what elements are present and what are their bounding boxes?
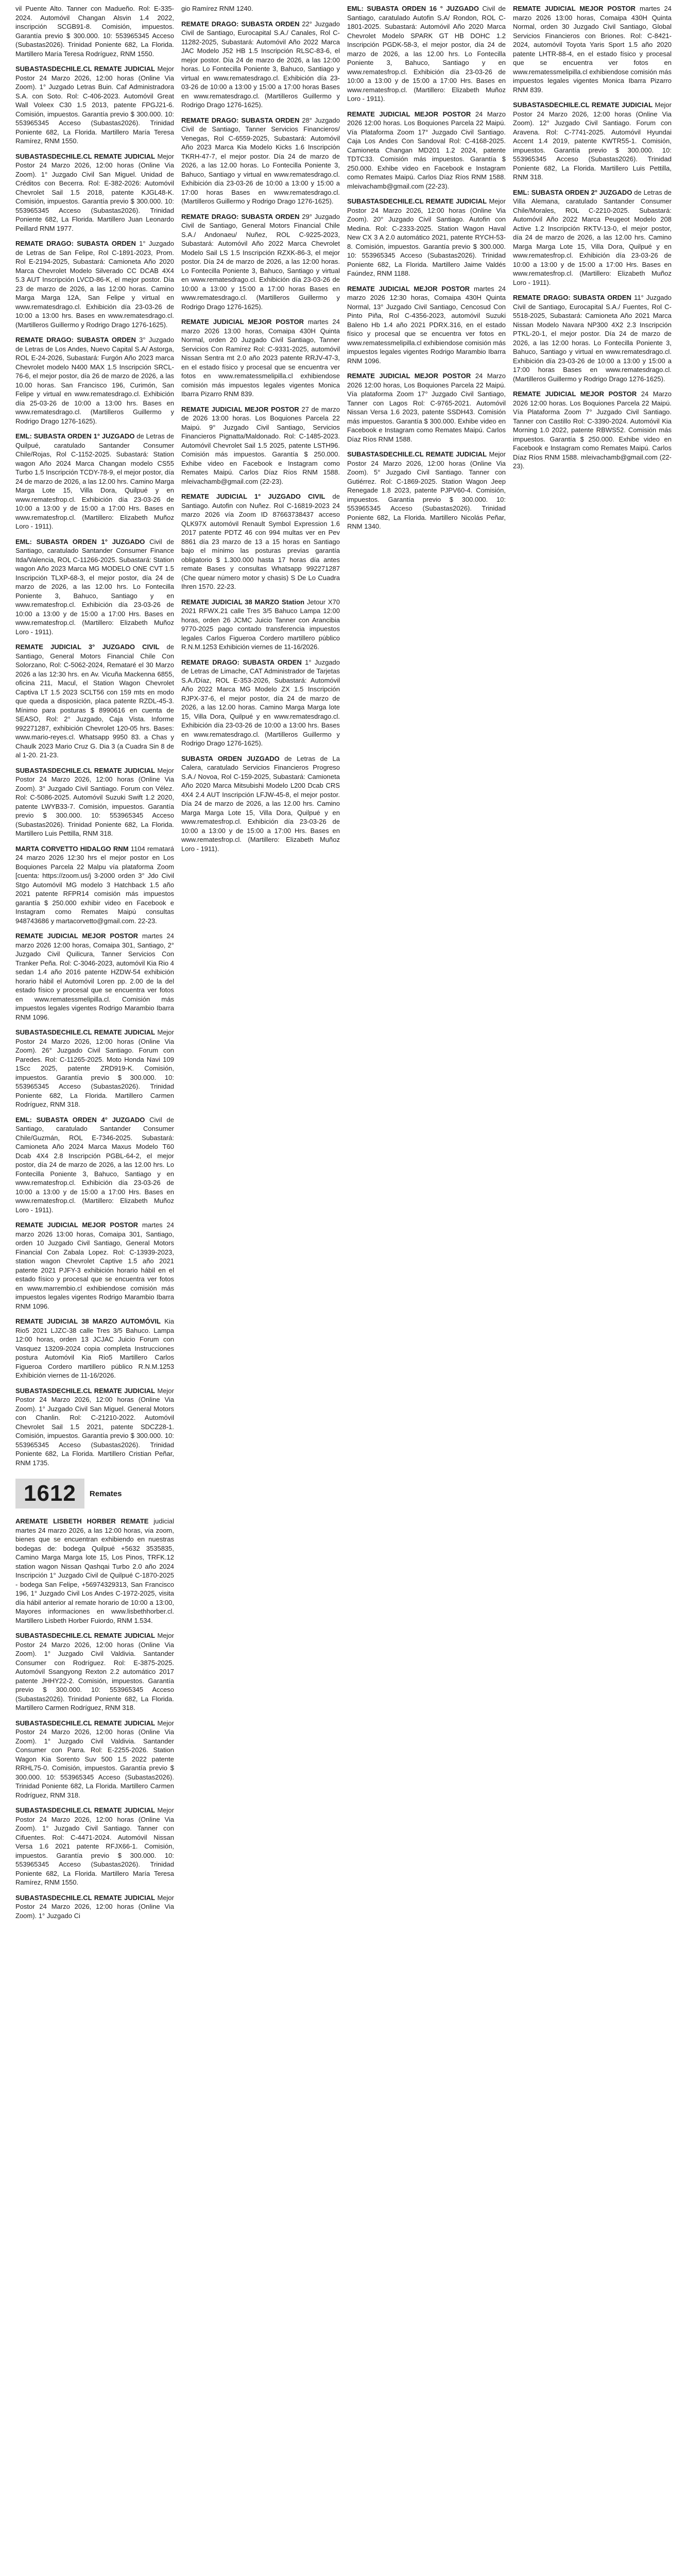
notice-heading: SUBASTASDECHILE.CL REMATE JUDICIAL	[15, 1028, 156, 1036]
notice-body: 1° Juzgado de Letras de San Felipe, Rol C-1891-2023, Prom. Rol E-2194-2025, Subastará: Camioneta Año 2020 Marca Chevrolet Modelo Silverado CC DCAB 4X4 5.3 AUT Inscripción LVCD-86-K, el mejor postor. Día 23 de marzo de 2026, a las 12:00 horas. Camino Marga Marga 12A, San Felipe y virtual en www.rematesdrago.cl. Exhibición día 23-03-26 de 10:00 a 13:00 hrs. Bases en www.rematesdrago.cl. (Martilleros Guillermo y Rodrigo Drago 1276-1625).	[15, 240, 174, 329]
columns-container	[15, 4, 672, 2576]
auction-notice	[513, 188, 672, 294]
auction-notice	[15, 1719, 174, 1806]
auction-notice	[513, 4, 672, 100]
auction-notice	[15, 844, 174, 932]
auction-notice	[181, 116, 340, 212]
auction-notice	[15, 239, 174, 335]
notice-heading: MARTA CORVETTO HIDALGO RNM	[15, 844, 129, 853]
notice-heading: REMATE JUDICIAL MEJOR POSTOR	[181, 405, 299, 413]
section-number: 1612	[15, 1479, 84, 1509]
notice-heading: REMATE DRAGO: SUBASTA ORDEN	[181, 212, 300, 221]
notice-heading: REMATE JUDICIAL MEJOR POSTOR	[15, 1221, 139, 1229]
auction-notice	[347, 4, 506, 110]
notice-heading: REMATE JUDICIAL MEJOR POSTOR	[513, 390, 637, 398]
auction-notice	[347, 450, 506, 537]
notice-body: 24 Marzo 2026 12:00 horas, Los Boquiones Parcela 22 Maipú. Vía plataforma Zoom 17° Juzgado Civil Santiago, Tanner con Lagos Rol: C-9765-2021. Automóvil Nissan Versa 1.6 2023, patente SSDH43. Comisión más impuestos. Garantía $ 300.000. Exhibe video en Facebook e Instagram como Remates Maipú. Carlos Díaz Ríos RNM 1588.	[347, 372, 506, 443]
notice-heading: REMATE JUDICIAL 1° JUZGADO CIVIL	[181, 493, 325, 500]
notice-body: 1° Juzgado de Letras de Limache, CAT Administrador de Tarjetas S.A./Díaz, ROL E-353-2026, Subastará: Automóvil Año 2022 Marca MG Modelo ZX 1.5 Inscripción RJPX-37-6, el mejor postor, día 24 de marzo de 2026, a las 12.00 horas. Camino Marga Marga lote 15, Villa Dora, Quilpué y en www.rematesdrago.cl. Exhibición día 23-03-26 de 10:00 a 13:00 hrs. Bases en www.rematesdrago.cl. (Martilleros Guillermo y Rodrigo Drago 1276-1625).	[181, 658, 340, 747]
notice-body: martes 24 marzo 2026 13:00 horas, Comaipa 430H Quinta Normal, orden 20 Juzgado Civil Santiago, Tanner Servicios Con Ramírez Rol: C-9331-2025, automóvil Nissan Sentra mt 2.0 año 2023 patente RRJV-47-3, en el estado físico y procesal que se encuentra ver fotos en www.rematessmelipilla.cl exhibiendose comisión más impuestos legales vigentes Monica Ibarra Pizarro RNM 839.	[181, 318, 340, 398]
auction-notice	[15, 335, 174, 432]
notice-heading: SUBASTASDECHILE.CL REMATE JUDICIAL	[15, 1719, 156, 1727]
notice-body: Mejor Postor 24 Marzo 2026, 12:00 horas (Online Via Zoom). 3° Juzgado Civil Santiago. Forum con Vélez. Rol: C-5086-2025. Automóvil Suzuki Swift 1.2 2020, patente LWYB33-7. Comisión, impuestos. Garantía previo $ 300.000. 10: 553965345 Acceso (Subastas2026). Trinidad Poniente 682, La Florida. Martillero Luis Pettilla, RNM 318.	[15, 766, 174, 837]
notice-heading: SUBASTASDECHILE.CL REMATE JUDICIAL	[15, 1632, 156, 1639]
notice-body: martes 24 marzo 2026 13:00 horas, Comaipa 301, Santiago, orden 10 Juzgado Civil Santiago, General Motors Financial Con Zabala Lopez. Rol: C-13939-2023, station wagon Chevrolet Captive 1.5 año 2021 patente 2021 PJFY-3 exhibición horario hábil en el estado físico y procesal que se encuentra ver fotos en www.marrembio.cl exhibiendose comisión más impuestos legales vigentes Rodrigo Marambio Ibarra RNM 1096.	[15, 1221, 174, 1310]
notice-body: 27 de marzo de 2026 13:00 horas. Los Boquiones Parcela 22 Maipú. 9° Juzgado Civil Santiago, Servicios Financieros Pignatta/Maldonado. Rol: C-1485-2023. Automóvil Chevrolet Sail 1.5 2025, patente LSTH96. Comisión más impuestos. Garantía $ 250.000. Exhibe video en Facebook e Instagram como Remates Maipú. Carlos Díaz Ríos RNM 1588. mleivachamb@gmail.com (22-23).	[181, 405, 340, 485]
auction-notice	[181, 754, 340, 860]
notice-body: Mejor Postor 24 Marzo 2026, 12:00 horas (Online Via Zoom). 1° Juzgado Civil Valdivia. Santander Consumer con Parra. Rol: E-2255-2026. Station Wagon Kia Sorento Suv 500 1.5 2022 patente RRHL75-0. Comisión, impuestos. Garantía previo $ 300.000. 10: 553965345 Acceso (Subastas2026). Trinidad Poniente 682, La Florida. Martillero Carmen Rodríguez, RNM 318.	[15, 1719, 174, 1799]
notice-body: de Letras de La Calera, caratulado Servicios Financieros Progreso S.A./ Novoa, Rol C-159-2025, Subastará: Camioneta Año 2020 Marca Mitsubishi Modelo L200 Dcab CRS 4X4 2.4 AUT Inscripción LFJW-45-8, el mejor postor. Día 24 de marzo de 2026, a las 12.00 hrs. Camino Marga Marga Lote 15, Villa Dora, Quilpué y en www.rematesfrop.cl. Exhibición día 23-03-26 de 10:00 a 13:00 y de 15:00 a 17:00 Hrs. Bases en www.rematesfrop.cl. (Martillero: Elizabeth Muñoz Loro - 1911).	[181, 754, 340, 853]
auction-notice	[15, 432, 174, 537]
notice-body: Mejor Postor 24 Marzo 2026, 12:00 horas (Online Via Zoom). 1° Juzgado Civil San Miguel. General Motors con Chanlin. Rol: C-21210-2022. Automóvil Chevrolet Sail 1.5 2021, patente SDCZ28-1. Comisión, impuestos. Garantía previo $ 300.000. 10: 553965345 Acceso (Subastas2026). Trinidad Poniente 682, La Florida. Martillero Cristian Peñar, RNM 1735.	[15, 1386, 174, 1467]
notice-body: Mejor Postor 24 Marzo 2026, 12:00 horas (Online Via Zoom). 1° Juzgado Civil Santiago. Tanner con Cifuentes. Rol: C-4471-2024. Automóvil Nissan Versa 1.6 2021 patente RFJX66-1. Comisión, impuestos. Garantía previo $ 300.000. 10: 553965345 Acceso (Subastas2026). Trinidad Poniente 682, La Florida. Martillero María Teresa Ramírez, RNM 1550.	[15, 1806, 174, 1886]
notice-body: de Santiago. Autofin con Nuñez. Rol C-16819-2023 24 marzo 2026 vía Zoom ID 87663738437 acceso QLK97X automóvil Renault Symbol Expression 1.6 2017 patente PDTZ 46 con 994 multas ver en Pev 8861 día 23 marzo de 13 a 15 horas en Santiago bajo el mínimo las posturas previas garantía obligatorio $ 1.300.000 hasta 17 horas día antes remate Bases y consultas Whatsapp 992271287 (Che quear número motor y chasis) S De Lo Cuadra Ihren 1570. 22-23.	[181, 493, 340, 590]
auction-notice	[15, 1806, 174, 1893]
auction-notice	[513, 293, 672, 389]
auction-notice	[15, 1028, 174, 1115]
notice-body: Mejor Postor 24 Marzo 2026, 12:00 horas (Online Via Zoom). 5° Juzgado Civil Santiago. Tanner con Gutiérrez. Rol: C-1869-2025. Station Wagon Jeep Renegade 1.8 2023, patente PJPV60-4. Comisión, impuestos. Garantía previo $ 300.000. 10: 553965345 Acceso (Subastas2026). Trinidad Poniente 682, La Florida. Martillero Nicolás Peñar, RNM 1340.	[347, 450, 506, 530]
notice-body: martes 24 marzo 2026 12:00 horas, Comaipa 301, Santiago, 2° Juzgado Civil Quilicura, Tanner Servicios Con Tranker Peña. Rol: C-3046-2023, automóvil Kia Rio 4 sedan 1.4 año 2016 patente HZDW-54 exhibición horario hábil el Automóvil Loren pp. 2.00 de la del estado físico y procesal que se encuentra ver fotos en www.rematessmelipilla.cl. Comisión más impuestos legales vigentes Rodrigo Marambio Ibarra RNM 1096.	[15, 932, 174, 1021]
notice-heading: SUBASTASDECHILE.CL REMATE JUDICIAL	[347, 197, 487, 205]
auction-notice	[15, 1115, 174, 1221]
auction-notice	[347, 284, 506, 372]
notice-body: Mejor Postor 24 Marzo 2026, 12:00 horas (Online Via Zoom). 20° Juzgado Civil Santiago. Autofin con Medina. Rol: C-2333-2025. Station Wagon Haval New CX 3 A 2.0 automático 2021, patente RYCH-53-8. Comisión, impuestos. Garantía previo $ 300.000. 10: 553965345 Acceso (Subastas2026). Trinidad Poniente 682, La Florida. Martillero Jaime Valdés Faúndez, RNM 1188.	[347, 197, 506, 277]
auction-notice	[15, 766, 174, 844]
notice-body: Mejor Postor 24 Marzo 2026, 12:00 horas (Online Via Zoom). 1° Juzgado Letras Buin. Caf Administradora S.A. con Soto. Rol: C-406-2023. Automóvil Great Wall Voleex C30 1.5 2013, patente FPGJ21-6. Comisión, impuestos. Garantía previo $ 300.000. 10: 553965345 Acceso (Subastas2026). Trinidad Poniente 682, La Florida. Martillero María Teresa Ramírez, RNM 1550.	[15, 65, 174, 145]
notice-body: martes 24 marzo 2026 12:30 horas, Comaipa 430H Quinta Normal, 13° Juzgado Civil Santiago, Cencosud Con Pinto Piña, Rol C-4356-2023, automóvil Suzuki Baleno Hb 1.4 año 2021 PDRX.316, en el estado físico y procesal que se encuentra ver fotos en www.rematessmelipilla.cl exhibiendose comisión más impuestos legales vigentes Rodrigo Marambio Ibarra RNM 1096.	[347, 284, 506, 365]
notice-heading: REMATE JUDICIAL MEJOR POSTOR	[347, 110, 471, 118]
notice-body: 22° Juzgado Civil de Santiago, Eurocapital S.A./ Canales, Rol C-11282-2025, Subastará: Automóvil Año 2022 Marca JAC Modelo J52 HB 1.5 Inscripción RLSC-83-6, el mejor postor. Día 24 de marzo de 2026, a las 12:00 horas. Lo Fontecilla Poniente 3, Bahuco, Santiago y virtual en www.rematesdrago.cl. Exhibición día 23-03-26 de 10:00 a 13:00 y 15:00 a 17:00 horas Bases en www.rematesdrago.cl. (Martilleros Guillermo y Rodrigo Drago 1276-1625).	[181, 20, 340, 109]
notice-heading: REMATE DRAGO: SUBASTA ORDEN	[15, 336, 136, 344]
notice-heading: REMATE DRAGO: SUBASTA ORDEN	[513, 294, 632, 301]
notice-heading: REMATE DRAGO: SUBASTA ORDEN	[181, 116, 300, 124]
auction-notice	[181, 20, 340, 116]
notice-heading: EML: SUBASTA ORDEN 1° JUZGADO	[15, 537, 145, 546]
notice-body: 28° Juzgado Civil de Santiago, Tanner Servicios Financieros/ Venegas, Rol C-6559-2025, Subastará: Automóvil Año 2023 Marca Kia Modelo Kicks 1.6 Inscripción TKRH-47-7, el mejor postor. Día 24 de marzo de 2026, a las 12.00 horas. Lo Fontecilla Poniente 3, Bahuco, Santiago y virtual en www.rematesdrago.cl. Exhibición día 23-03-26 de 10:00 a 13:00 y 15:00 a 17:00 horas Bases en www.rematesdrago.cl. (Martilleros Guillermo y Rodrigo Drago 1276-1625).	[181, 116, 340, 205]
column-4	[513, 4, 672, 2576]
auction-notice	[347, 110, 506, 197]
notice-heading: EML: SUBASTA ORDEN 2° JUZGADO	[513, 188, 632, 196]
notice-heading: REMATE JUDICIAL 38 MARZO Station	[181, 598, 305, 606]
notice-heading: SUBASTASDECHILE.CL REMATE JUDICIAL	[513, 101, 653, 109]
notice-body: de Santiago, General Motors Financial Chile Con Solorzano, Rol: C-5062-2024, Remataré el 30 Marzo 2026 a las 12:30 hrs. en Av. Vicuña Mackenna 6855, oficina 211, Macul, el Station Wagon Chevrolet Captiva LT 1.5 2023 SCLT56 con 159 mts en modo que queda a disposición, placa patente RZDL-45-3. Mínimo para posturas $ 8990616 en cuenta de SEASO, Rol: 2° Juzgado, Caja Vista. Informe 992271287, exhibición Chevrolet 120-05 hrs. Bases: www.mario-reyes.cl. Whatsapp 9950 83. a Chas y Chaulk 2023 Mario Cruz G. Dia 3 (a Cuadra Sin 8 de al 1-20. 21-23.	[15, 643, 174, 759]
auction-notice	[15, 642, 174, 766]
notice-body: vil Puente Alto. Tanner con Madueño. Rol: E-335-2024. Automóvil Changan Alsvin 1.4 2022, inscripción SCGB91-8. Comisión, impuestos. Garantía previo $ 300.000. 10: 553965345 Acceso (Subastas2026). Trinidad Poniente 682, La Florida. Martillero María Teresa Rodríguez, RNM 1550.	[15, 5, 174, 58]
notice-body: Kia Rio5 2021 LJZC-38 calle Tres 3/5 Bahuco. Lampa 12:00 horas, orden 13 JCJAC Juicio Forum con Vasquez 13209-2024 copia completa Instrucciones postura Automóvil Kia Rio5 Martillero Carlos Figueroa Cordero martillero público R.N.M.1253 Exhibición viernes de 11-16/2026.	[15, 1317, 174, 1379]
notice-heading: EML: SUBASTA ORDEN 16 ° JUZGADO	[347, 5, 479, 12]
auction-notice	[15, 1317, 174, 1386]
section-header	[15, 1479, 174, 1509]
notice-heading: REMATE JUDICIAL 3° JUZGADO CIVIL	[15, 643, 160, 651]
notice-body: 29° Juzgado Civil de Santiago, General Motors Financial Chile S.A./ Andonaeu/ Nuñez, ROL C-9225-2023, Subastará: Automóvil Año 2022 Marca Chevrolet Modelo Sail LS 1.5 Inscripción RZXK-86-3, el mejor postor. Día 24 de marzo de 2026, a las 12:00 horas. Lo Fontecilla Poniente 3, Bahuco, Santiago y virtual en www.rematesdrago.cl. Exhibición día 23-03-26 de 10:00 a 13:00 y 15:00 a 17:00 horas Bases en www.rematesdrago.cl. (Martilleros Guillermo y Rodrigo Drago 1276-1625).	[181, 212, 340, 311]
notice-heading: EML: SUBASTA ORDEN 1° JUZGADO	[15, 432, 135, 440]
notice-body: Civil de Santiago, caratulado Autofin S.A/ Rondon, ROL C-1801-2025. Subastará: Automóvil Año 2020 Marca Chevrolet Modelo SPARK GT HB DOHC 1.2 Inscripción PGDK-58-3, el mejor postor, día 24 de marzo de 2026, a las 12.00 hrs. Lo Fontecilla Poniente 3, Bahuco, Santiago y en www.rematesfrop.cl. Exhibición día 23-03-26 de 10:00 a 13:00 y de 15:00 a 17:00 Hrs. Bases en www.rematesfrop.cl. (Martillero: Elizabeth Muñoz Loro - 1911).	[347, 5, 506, 103]
notice-heading: SUBASTASDECHILE.CL REMATE JUDICIAL	[347, 450, 487, 458]
auction-notice	[181, 492, 340, 598]
notice-body: gio Ramírez RNM 1240.	[181, 5, 253, 12]
auction-notice	[181, 598, 340, 658]
auction-notice	[181, 658, 340, 754]
notice-body: Mejor Postor 24 Marzo 2026, 12:00 horas (Online Via Zoom). 1° Juzgado Civil San Miguel. Unidad de Créditos con Becerra. Rol: E-382-2026: Automóvil Chevrolet Sail 1.5 2018, patente KJGL48-K. Comisión, impuestos. Garantía previo $ 300.000. 10: 553965345 Acceso (Subastas2026). Trinidad Poniente 682, La Florida. Martillero Juan Leonardo Peillard RNM 1977.	[15, 152, 174, 232]
notice-body: 3° Juzgado de Letras de Los Andes, Nuevo Capital S.A/ Astorga, ROL E-24-2026, Subastará: Furgón Año 2023 marca Chevrolet modelo N400 MAX 1.5 Inscripción SRCL-76-6, el mejor postor, día 26 de marzo de 2026, a las 10.00 horas. San Francisco 196, Curimón, San Felipe y virtual en www.rematesdrago.cl. Exhibición día 25-03-26 de 10:00 a 13:00 hrs. Bases en www.rematesdrago.cl. (Martilleros Guillermo y Rodrigo Drago 1276-1625).	[15, 336, 174, 425]
auction-notice	[347, 371, 506, 450]
notice-heading: SUBASTASDECHILE.CL REMATE JUDICIAL	[15, 766, 156, 774]
auction-notice	[15, 1221, 174, 1317]
notice-body: Mejor Postor 24 Marzo 2026, 12:00 horas (Online Via Zoom). 12° Juzgado Civil Santiago. Forum con Aravena. Rol: C-7741-2025. Automóvil Hyundai Accent 1.4 2019, patente KWTR55-1. Comisión, impuestos. Garantía previo $ 300.000. 10: 553965345 Acceso (Subastas2026). Trinidad Poniente 682, La Florida. Martillero Luis Pettilla, RNM 318.	[513, 101, 672, 181]
auction-notice	[15, 4, 174, 64]
auction-notice	[15, 1631, 174, 1719]
auction-notice	[181, 405, 340, 493]
notice-heading: REMATE JUDICIAL MEJOR POSTOR	[15, 932, 139, 940]
auction-notice	[15, 152, 174, 240]
auction-notice	[181, 212, 340, 318]
auction-notice	[347, 197, 506, 284]
notice-heading: REMATE DRAGO: SUBASTA ORDEN	[181, 20, 300, 28]
notice-heading: SUBASTASDECHILE.CL REMATE JUDICIAL	[15, 152, 156, 160]
notice-body: Jetour X70 2021 RFWX.21 calle Tres 3/5 Bahuco Lampa 12:00 horas, orden 26 JCMC Juicio Tanner con Arancibia 9770-2025 pago contado transferencia impuestos legales Carlos Figueroa Cordero martillero público R.N.M.1253 Exhibición viernes de 11-16/2026.	[181, 598, 340, 651]
notice-body: Mejor Postor 24 Marzo 2026, 12:00 horas (Online Via Zoom). 26° Juzgado Civil Santiago. Forum con Paredes. Rol: C-11265-2025. Moto Honda Navi 109 1Scc 2025, patente ZRD919-K. Comisión, impuestos. Garantía previo $ 300.000. 10: 553965345 Acceso (Subastas2026). Trinidad Poniente 682, La Florida. Martillero Carmen Rodríguez, RNM 318.	[15, 1028, 174, 1108]
notice-heading: EML: SUBASTA ORDEN 4° JUZGADO	[15, 1115, 145, 1124]
column-2	[181, 4, 340, 2576]
notice-body: de Letras de Villa Alemana, caratulado Santander Consumer Chile/Morales, ROL C-2210-2025. Subastará: Automóvil Año 2022 Marca Peugeot Modelo 208 Active 1.2 Inscripción RKTV-13-0, el mejor postor, día 24 de marzo de 2026, a las 12.00 hrs. Camino Marga Marga Lote 15, Villa Dora, Quilpué y en www.rematesfrop.cl. Exhibición día 23-03-26 de 10:00 a 13:00 y de 15:00 a 17:00 Hrs. Bases en www.rematesfrop.cl. (Martillero: Elizabeth Muñoz Loro - 1911).	[513, 188, 672, 286]
notice-heading: SUBASTASDECHILE.CL REMATE JUDICIAL	[15, 65, 156, 73]
notice-body: Mejor Postor 24 Marzo 2026, 12:00 horas (Online Via Zoom). 1° Juzgado Civil Valdivia. Santander Consumer con Rodríguez. Rol: E-3875-2025. Automóvil Ssangyong Rexton 2.2 automático 2017 patente JHHY22-2. Comisión, impuestos. Garantía previo $ 300.000. 10: 553965345 Acceso (Subastas2026). Trinidad Poniente 682, La Florida. Martillero Carmen Rodríguez, RNM 318.	[15, 1632, 174, 1711]
notice-body: Mejor Postor 24 Marzo 2026, 12:00 horas (Online Via Zoom). 1° Juzgado Ci	[15, 1893, 174, 1920]
notice-heading: AREMATE LISBETH HORBER REMATE	[15, 1517, 149, 1525]
notice-heading: SUBASTASDECHILE.CL REMATE JUDICIAL	[15, 1893, 156, 1902]
notice-body: martes 24 marzo 2026 13:00 horas, Comaipa 430H Quinta Normal, orden 30 Juzgado Civil Santiago, Global Servicios Financieros con Briones. Rol: C-8421-2024, automóvil Toyota Yaris Sport 1.5 año 2020 patente LHTR-88-4, en el estado físico y procesal que se encuentra ver fotos en www.rematessmelipilla.cl exhibiendose comisión más impuestos legales vigentes Monica Ibarra Pizarro RNM 839.	[513, 5, 672, 94]
auction-notice	[15, 537, 174, 643]
notice-body: Civil de Santiago, caratulado Santander Consumer Finance Itda/Valencia, ROL C-11266-2025. Subastará: Station wagon Año 2023 Marca MG MODELO ONE CVT 1.5 Inscripción TLXP-68-3, el mejor postor, día 24 de marzo de 2026, a las 12.00 hrs. Lo Fontecilla Poniente 3, Bahuco, Santiago y en www.rematesfrop.cl. Exhibición día 23-03-26 de 10:00 a 13:00 y de 15:00 a 17:00 Hrs. Bases en www.rematesfrop.cl. (Martillero: Elizabeth Muñoz Loro - 1911).	[15, 537, 174, 636]
notice-body: 24 Marzo 2026 12:00 horas. Los Boquiones Parcela 22 Maipú. Vía Plataforma Zoom 17° Juzgado Civil Santiago. Caja Los Andes Con Sandoval Rol: C-4168-2025. Camioneta Changan MD201 1.2 2024, patente TDTC33. Comisión más impuestos. Garantía $ 250.000. Exhibe video en Facebook e Instagram como Remates Maipú. Carlos Díaz Ríos RNM 1588. mleivachamb@gmail.com (22-23).	[347, 110, 506, 190]
auction-notice	[15, 931, 174, 1028]
notice-heading: REMATE JUDICIAL MEJOR POSTOR	[347, 284, 470, 293]
notice-heading: REMATE DRAGO: SUBASTA ORDEN	[15, 240, 136, 247]
notice-body: 24 Marzo 2026 12:00 horas. Los Boquiones Parcela 22 Maipú. Vía Plataforma Zoom 7° Juzgado Civil Santiago. Tanner con Castillo Rol: C-3390-2024. Automóvil Kia Morning 1.0 2022, patente RBWS52. Comisión más impuestos. Garantía $ 250.000. Exhibe video en Facebook e Instagram como Remates Maipú. Carlos Díaz Ríos RNM 1588. mleivachamb@gmail.com (22-23).	[513, 390, 672, 470]
auction-notice	[181, 4, 340, 20]
notice-heading: SUBASTA ORDEN JUZGADO	[181, 754, 280, 762]
notice-heading: REMATE JUDICIAL 38 MARZO AUTOMÓVIL	[15, 1317, 161, 1325]
auction-notice	[513, 100, 672, 188]
auction-notice	[15, 1386, 174, 1474]
auction-notice	[15, 1517, 174, 1631]
notice-body: Civil de Santiago, caratulado Santander Consumer Chile/Guzmán, ROL E-7346-2025. Subastará: Camioneta Año 2024 Marca Maxus Modelo T60 Dcab 4X4 2.8 Inscripción PGBL-64-2, el mejor postor, día 24 de marzo de 2026, a las 12.00 hrs. Lo Fontecilla Poniente 3, Bahuco, Santiago y en www.rematesfrop.cl. Exhibición día 23-03-26 de 10:00 a 13:00 y de 15:00 a 17:00 Hrs. Bases en www.rematesfrop.cl. (Martillero: Elizabeth Muñoz Loro - 1911).	[15, 1115, 174, 1214]
notice-body: 11° Juzgado Civil de Santiago, Eurocapital S.A./ Fuentes, Rol C-5518-2025, Subastará: Camioneta Año 2021 Marca Nissan Modelo Navara NP300 4X2 2.3 Inscripción PTKL-20-1, el mejor postor. Día 24 de marzo de 2026, a las 12:00 horas. Lo Fontecilla Poniente 3, Bahuco, Santiago y virtual en www.rematesdrago.cl. Exhibición día 23-03-26 de 10:00 a 13:00 y 15:00 a 17:00 horas Bases en www.rematesdrago.cl. (Martilleros Guillermo y Rodrigo Drago 1276-1625).	[513, 294, 672, 383]
notice-heading: REMATE JUDICIAL MEJOR POSTOR	[347, 372, 471, 380]
column-1	[15, 4, 174, 2576]
auction-notice	[181, 317, 340, 405]
notice-heading: REMATE JUDICIAL MEJOR POSTOR	[513, 5, 636, 12]
notice-body: judicial martes 24 marzo 2026, a las 12:00 horas, vía zoom, bienes que se encuentran exhibiendo en nuestras bodegas de: bodega Quilpué +5632 3535835, Camino Marga Marga lote 15, Los Pinos, TRFK.12 station wagon Nissan Qashqai Turbo 2.0 año 2024 Inscripción 1° Juzgado Civil de Quilpué C-1870-2025 - bodega San Felipe, +56974329313, San Francisco 196, 1° Juzgado Civil Los Andes C-1972-2025, visita día hábil anterior al remate horario de 10:00 a 13:00, Mayores informaciones en www.lisbethhorber.cl. Martillero Lisbeth Horber Fuiordo, RNM 1.534.	[15, 1517, 174, 1624]
column-3	[347, 4, 506, 2576]
notice-heading: REMATE DRAGO: SUBASTA ORDEN	[181, 658, 302, 666]
notice-body: de Letras de Quilpué, caratulado Santander Consumer Chile/Rojas, Rol C-1152-2025. Subastará: Station wagon Año 2024 Marca Changan modelo CS55 Turbo 1.5 Inscripción TCDY-78-9, el mejor postor, día 24 de marzo de 2026, a las 12.00 hrs. Camino Marga Marga Lote 15, Villa Dora, Quilpué y en www.rematesfrop.cl. Exhibición día 23-03-26 de 10:00 a 13:00 y de 15:00 a 17:00 Hrs. Bases en www.rematesfrop.cl. (Martillero: Elizabeth Muñoz Loro - 1911).	[15, 432, 174, 530]
notice-heading: REMATE JUDICIAL MEJOR POSTOR	[181, 318, 304, 326]
auction-notice	[15, 1893, 174, 1927]
auction-notice	[15, 64, 174, 152]
notice-heading: SUBASTASDECHILE.CL REMATE JUDICIAL	[15, 1386, 156, 1395]
notice-body: 1104 rematará 24 marzo 2026 12:30 hrs el mejor postor en Los Boquiones Parcela 22 Malpu vía plataforma Zoom [cuenta: https://zoom.us/j 3-2000 orden 3° Jdo Civil Stgo Automóvil MG modelo 3 Hatchback 1.5 año 2021 patente RFPR14 comisión más impuestos garantía $ 250.000 exhibir video en Facebook e Instagram como Remates Maipú consultas 948743686 y martacorvetto@gmail.com. 22-23.	[15, 844, 174, 925]
auction-notice	[513, 389, 672, 477]
notice-heading: SUBASTASDECHILE.CL REMATE JUDICIAL	[15, 1806, 156, 1814]
section-label: Remates	[89, 1489, 122, 1498]
